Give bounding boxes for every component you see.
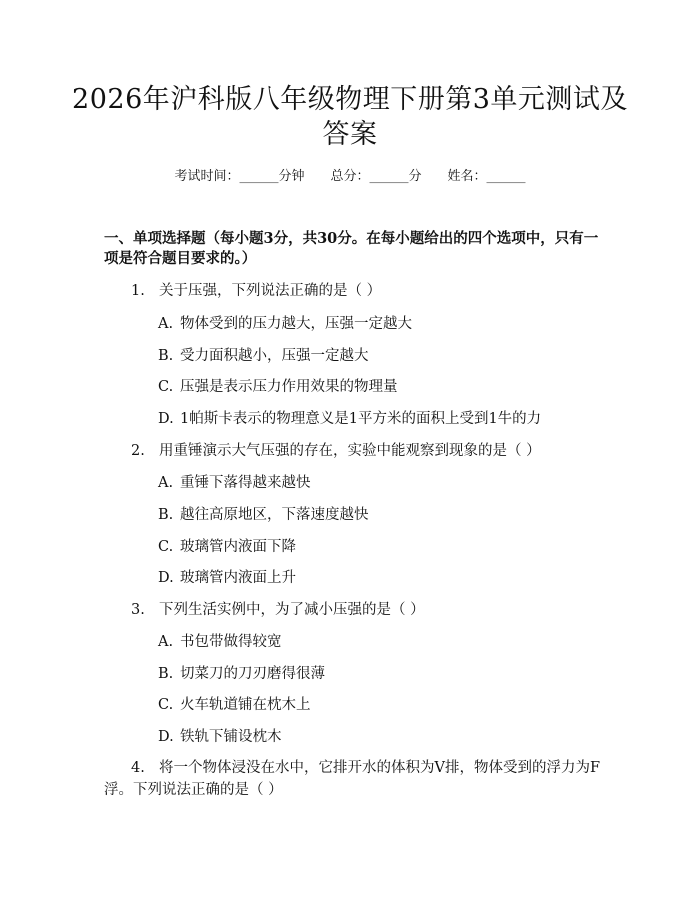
question-number: 4. [131,760,145,776]
question-1 [131,281,381,301]
question-2-option-d [158,568,296,588]
option-text: 重锤下落得越来越快 [180,475,311,491]
question-2-option-c [158,537,296,557]
score-label: 总分： [330,169,370,184]
option-letter: A. [158,316,174,332]
option-text: 切菜刀的刀刃磨得很薄 [180,666,325,682]
question-1-option-c [158,377,398,397]
question-3-option-a [158,632,282,652]
score-unit: 分 [408,169,422,184]
option-letter: D. [158,570,174,586]
time-blank: ______ [239,169,279,184]
time-unit: 分钟 [278,169,305,184]
option-letter: D. [158,729,174,745]
question-stem: 用重锤演示大气压强的存在，实验中能观察到现象的是（ ） [159,443,541,459]
option-letter: C. [158,697,174,713]
time-label: 考试时间： [174,169,240,184]
question-3-option-c [158,695,311,715]
name-label: 姓名： [447,169,487,184]
question-stem: 将一个物体浸没在水中，它排开水的体积为V排，物体受到的浮力为F浮。下列说法正确的是（ ） [104,760,601,798]
question-3 [131,600,425,620]
option-text: 书包带做得较宽 [180,634,282,650]
question-2-option-b [158,505,369,525]
option-letter: C. [158,539,174,555]
option-letter: B. [158,348,174,364]
option-text: 玻璃管内液面上升 [180,570,296,586]
question-3-option-d [158,727,282,747]
option-text: 压强是表示压力作用效果的物理量 [180,379,398,395]
question-4 [104,757,604,801]
section-heading: 一、单项选择题（每小题3分，共30分。在每小题给出的四个选项中，只有一项是符合题目要求的。） [104,230,599,267]
option-text: 1帕斯卡表示的物理意义是1平方米的面积上受到1牛的力 [180,411,542,427]
option-letter: D. [158,411,174,427]
question-1-option-a [158,314,412,334]
question-number: 3. [131,602,145,618]
question-number: 1. [131,283,145,299]
option-letter: A. [158,475,174,491]
question-3-option-b [158,664,325,684]
option-text: 受力面积越小，压强一定越大 [180,348,369,364]
option-letter: B. [158,666,174,682]
score-blank: ______ [369,169,409,184]
document-title: 2026年沪科版八年级物理下册第3单元测试及答案 [72,84,628,150]
option-letter: A. [158,634,174,650]
question-2-option-a [158,473,311,493]
name-blank: ______ [486,169,526,184]
question-stem: 下列生活实例中，为了减小压强的是（ ） [159,602,425,618]
option-letter: B. [158,507,174,523]
exam-info-line [0,168,700,186]
option-letter: C. [158,379,174,395]
question-1-option-d [158,409,541,429]
question-number: 2. [131,443,145,459]
option-text: 火车轨道铺在枕木上 [180,697,311,713]
option-text: 越往高原地区，下落速度越快 [180,507,369,523]
option-text: 铁轨下铺设枕木 [180,729,282,745]
option-text: 物体受到的压力越大，压强一定越大 [180,316,412,332]
question-stem: 关于压强，下列说法正确的是（ ） [159,283,382,299]
question-1-option-b [158,346,369,366]
question-2 [131,441,541,461]
option-text: 玻璃管内液面下降 [180,539,296,555]
